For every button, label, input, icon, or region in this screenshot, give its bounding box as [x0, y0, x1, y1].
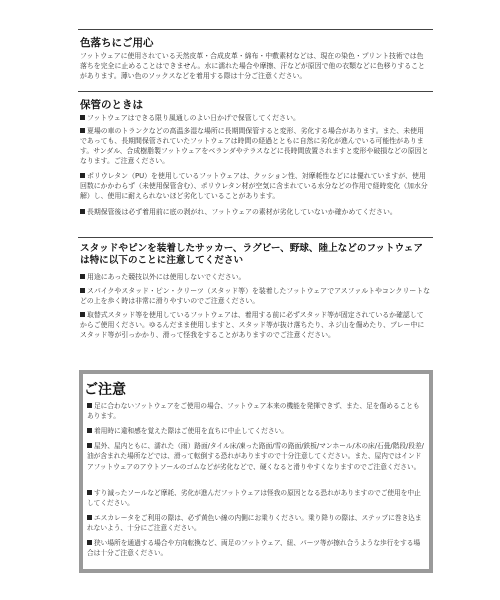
bullet-square-icon [80, 274, 85, 279]
caution-bullet-text: 足に合わないフットウェアをご使用の場合、フットウェア本来の機能を発揮できず、また、足を傷めることもあります。 [87, 402, 420, 421]
storage-bullet [80, 126, 430, 166]
section-divider [78, 237, 433, 238]
section-divider [78, 91, 433, 92]
storage-bullet-text: ポリウレタン（PU）を使用しているフットウェアは、クッション性、対摩耗性などには優れていますが、使用回数にかかわらず（未使用保管含む）、ポリウレタン材が空気に含まれている水分などの作用で経時変化（加水分解）し、使用に耐えられないほど劣化していることがあります。 [80, 172, 428, 200]
section-divider [78, 29, 433, 30]
caution-bullet [87, 401, 425, 422]
studs-bullet [80, 310, 430, 340]
bullet-square-icon [80, 115, 85, 120]
caution-bullet [87, 513, 425, 534]
bullet-square-icon [80, 173, 85, 178]
bullet-square-icon [80, 128, 85, 133]
studs-bullet-text: 用途にあった競技以外には使用しないでください。 [87, 273, 246, 281]
discoloration-body: フットウェアに使用されている天然皮革・合成皮革・綿布・中敷素材などは、現在の染色・プリント技術では色落ちを完全に止めることはできません。水に濡れた場合や摩擦、汗などが原因で他の衣類などに色移りすることがあります。薄い色のソックスなどを着用する際は十分ご注意ください。 [80, 52, 425, 80]
bullet-square-icon [87, 490, 92, 495]
studs-bullet [80, 272, 430, 282]
caution-bullet-text: 屋外、屋内ともに、濡れた（雨）路面/タイル床/凍った路面/雪の路面/鉄板/マンホール/木の床/石畳/階段/段差/油が含まれた場所などでは、滑って転倒する恐れがありますので十分注意してください。また、屋内ではインドアフットウェアのアウトソールのゴムなどが劣化などで、硬くなると滑りやすくなりますのでご注意ください。 [87, 442, 424, 471]
bullet-square-icon [80, 288, 85, 293]
bullet-square-icon [87, 403, 92, 408]
studs-bullet [80, 286, 430, 306]
caution-bullet [87, 441, 425, 472]
storage-bullet [80, 207, 430, 217]
storage-bullet-text: フットウェアはできる限り風通しのよい日かげで保管してください。 [87, 114, 300, 122]
caution-bullet [87, 426, 425, 436]
studs-bullet-text: 取替式スタッド等を使用しているフットウェアは、着用する前に必ずスタッド等が固定されているか確認してからご使用ください。ゆるんだまま使用しますと、スタッド等が抜け落ちたり、ネジ山を傷めたり、プレー中にスタッド等が引っかかり、滑って怪我をすることがありますのでご注意ください。 [80, 311, 425, 339]
studs-title: スタッドやピンを装着したサッカー、ラグビー、野球、陸上などのフットウェアは特に以下のことに注意してください [80, 243, 423, 266]
bullet-square-icon [80, 312, 85, 317]
storage-title: 保管のときは [80, 99, 143, 111]
caution-title: ご注意 [84, 382, 126, 398]
bullet-square-icon [80, 209, 85, 214]
studs-bullet-text: スパイクやスタッド・ピン・クリーツ（スタッド等）を装着したフットウェアでアスファルトやコンクリートなどの上を歩く時は非常に滑りやすいのでご注意ください。 [80, 287, 431, 305]
storage-bullet-text: 夏場の車のトランクなどの高温多湿な場所に長期間保管すると変形、劣化する場合があります。また、未使用であっても、長期間保管されていたフットウェアは時間の経過とともに自然に劣化が進んでいる可能性があります。サンダル、合成樹脂製フットウェアをベランダやテラスなどに長時間放置されますと変形や破損などの原因となります。ご注意ください。 [80, 127, 429, 165]
bullet-square-icon [87, 428, 92, 433]
caution-bullet-text: 狭い場所を通過する場合や方向転換など、両足のフットウェア、紐、パーツ等が擦れ合うような歩行をする場合は十分ご注意ください。 [87, 539, 421, 558]
caution-bullet-text: エスカレータをご利用の際は、必ず黄色い線の内側にお乗りください。乗り降りの際は、ステップに巻き込まれないよう、十分にご注意ください。 [87, 514, 422, 533]
discoloration-title: 色落ちにご用心 [80, 37, 154, 49]
storage-bullet [80, 113, 430, 123]
bullet-square-icon [87, 515, 92, 520]
caution-bullet-text: すり減ったソールなど摩耗、劣化が進んだフットウェアは怪我の原因となる恐れがありますのでご使用を中止してください。 [87, 489, 421, 508]
caution-bullet [87, 538, 425, 559]
storage-bullet-text: 長期保管後は必ず着用前に底の剥がれ、フットウェアの素材が劣化していないか確かめてください。 [87, 208, 397, 216]
bullet-square-icon [87, 443, 92, 448]
bullet-square-icon [87, 540, 92, 545]
caution-bullet-text: 着用時に違和感を覚えた際はご使用を直ちに中止してください。 [94, 427, 288, 435]
caution-bullet [87, 488, 425, 509]
storage-bullet [80, 171, 430, 201]
